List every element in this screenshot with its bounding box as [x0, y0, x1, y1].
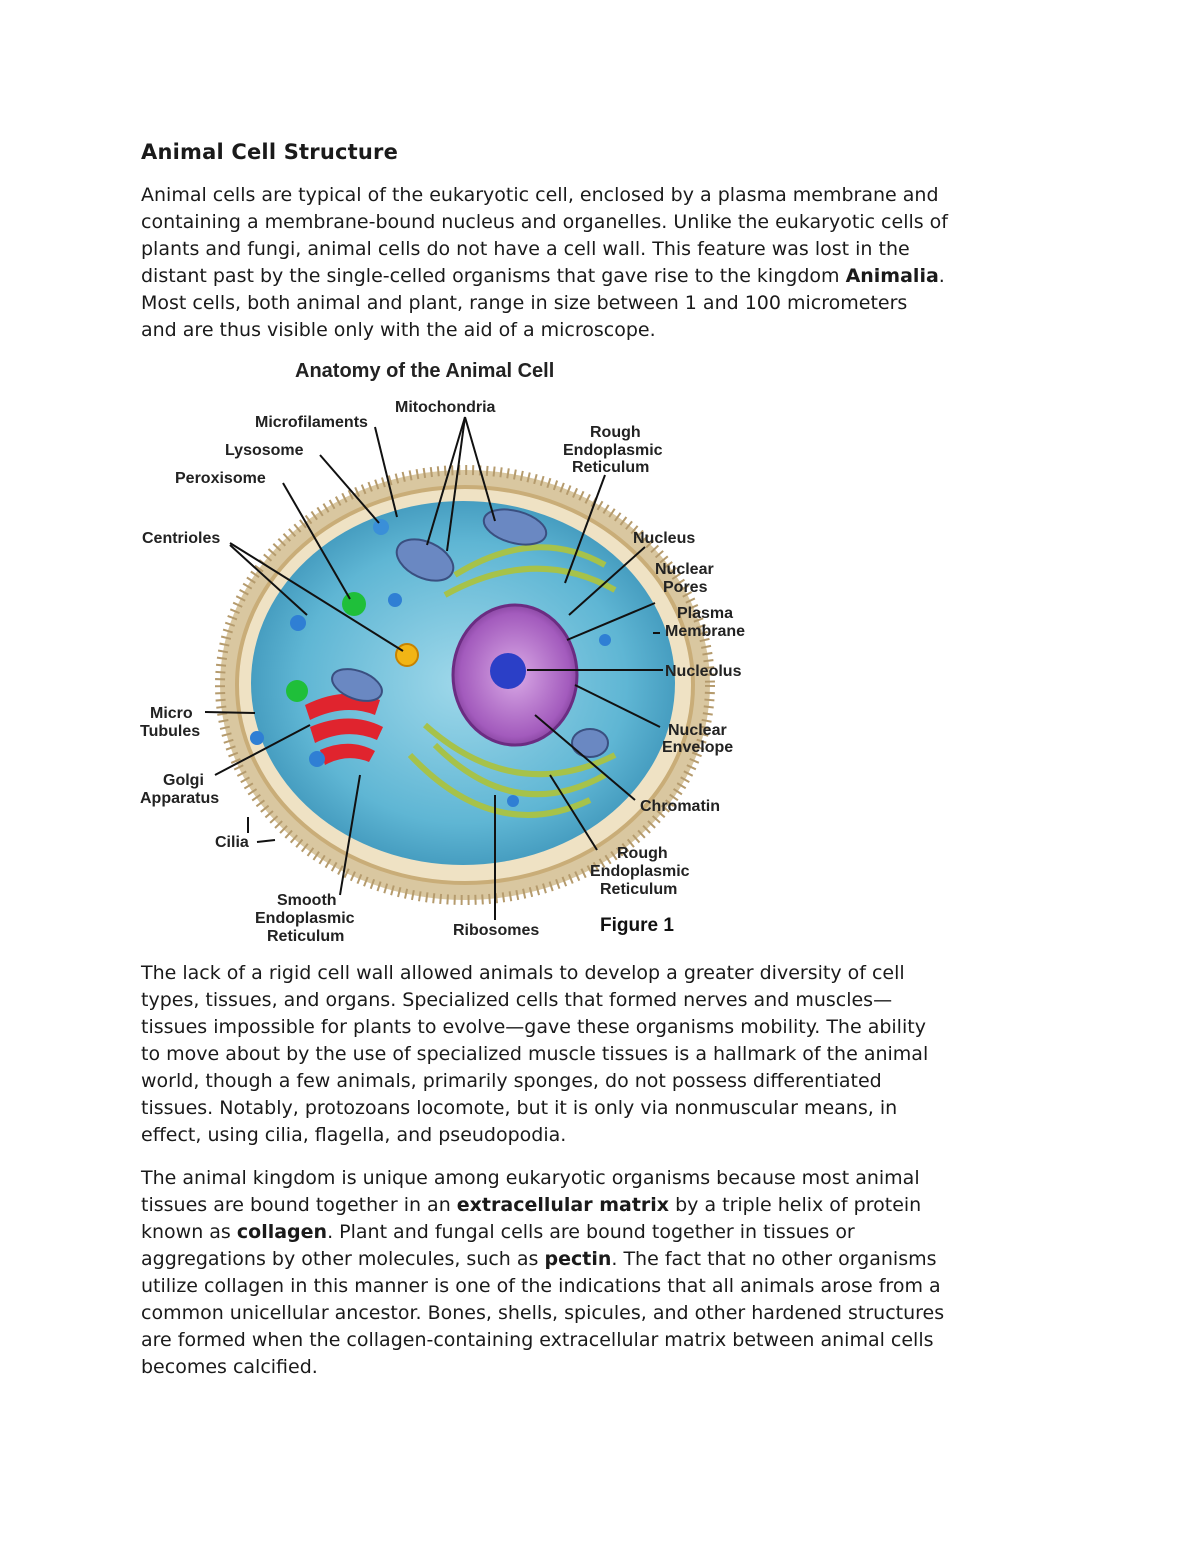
label-mitochondria: Mitochondria [395, 399, 496, 416]
text-line [141, 1219, 1071, 1246]
label-micro-tubules: Micro [150, 705, 193, 722]
text-line [141, 1246, 1071, 1273]
paragraph-diversity [141, 960, 1071, 1149]
term-collagen: collagen [236, 1221, 328, 1243]
text-run: distant past by the single-celled organisms that gave rise to the kingdom [141, 265, 846, 287]
text-line: to move about by the use of specialized muscle tissues is a hallmark of the animal [141, 1043, 929, 1065]
label-plasma-membrane: Membrane [665, 623, 746, 640]
label-rough-er-top: Endoplasmic [563, 442, 663, 459]
animal-cell-figure [135, 355, 775, 955]
label-nucleus: Nucleus [633, 530, 696, 547]
text-line [141, 263, 1071, 290]
paragraph-collagen [141, 1165, 1071, 1381]
label-microfilaments: Microfilaments [255, 414, 368, 431]
term-pectin: pectin [544, 1248, 612, 1270]
text-line: tissues impossible for plants to evolve—gave these organisms mobility. The ability [141, 1016, 926, 1038]
label-golgi: Apparatus [140, 790, 220, 807]
text-line: tissues. Notably, protozoans locomote, but it is only via nonmuscular means, in [141, 1097, 898, 1119]
label-rough-er-bottom: Endoplasmic [590, 863, 690, 880]
label-plasma-membrane: Plasma [677, 605, 734, 622]
label-nuclear-envelope: Envelope [662, 739, 734, 756]
label-smooth-er: Reticulum [267, 928, 345, 945]
figure-title: Anatomy of the Animal Cell [295, 360, 555, 382]
label-centrioles: Centrioles [142, 530, 221, 547]
text-line: The lack of a rigid cell wall allowed animals to develop a greater diversity of cell [141, 962, 905, 984]
term-animalia: Animalia [845, 265, 939, 287]
label-ribosomes: Ribosomes [453, 922, 540, 939]
text-line: becomes calcified. [141, 1356, 318, 1378]
label-smooth-er: Smooth [277, 892, 337, 909]
label-rough-er-top: Reticulum [572, 459, 650, 476]
text-line: are formed when the collagen-containing extracellular matrix between animal cells [141, 1329, 934, 1351]
figure-caption: Figure 1 [600, 915, 674, 936]
text-line: plants and fungi, animal cells do not have a cell wall. This feature was lost in the [141, 238, 910, 260]
text-line: containing a membrane-bound nucleus and organelles. Unlike the eukaryotic cells of [141, 211, 948, 233]
term-extracellular-matrix: extracellular matrix [456, 1194, 670, 1216]
text-run: tissues are bound together in an [141, 1194, 457, 1216]
text-run: . [938, 265, 945, 287]
nucleolus [490, 653, 526, 689]
label-nuclear-envelope: Nuclear [668, 722, 727, 739]
text-line: and are thus visible only with the aid of a microscope. [141, 319, 656, 341]
text-line: Most cells, both animal and plant, range in size between 1 and 100 micrometers [141, 292, 908, 314]
page-title: Animal Cell Structure [141, 140, 399, 164]
centriole [396, 644, 418, 666]
text-run: by a triple helix of protein [669, 1194, 922, 1216]
label-golgi: Golgi [163, 772, 204, 789]
text-line: common unicellular ancestor. Bones, shells, spicules, and other hardened structures [141, 1302, 945, 1324]
text-run: known as [141, 1221, 237, 1243]
text-line: Animal cells are typical of the eukaryotic cell, enclosed by a plasma membrane and [141, 184, 939, 206]
label-lysosome: Lysosome [225, 442, 304, 459]
animal-cell-diagram [135, 355, 775, 955]
label-micro-tubules: Tubules [140, 723, 201, 740]
text-line [141, 1192, 1071, 1219]
paragraph-intro [141, 182, 1071, 344]
label-nucleolus: Nucleolus [665, 663, 742, 680]
text-line: types, tissues, and organs. Specialized cells that formed nerves and muscles— [141, 989, 893, 1011]
label-rough-er-top: Rough [590, 424, 641, 441]
peroxisome [286, 680, 308, 702]
lysosome [373, 519, 389, 535]
label-rough-er-bottom: Rough [617, 845, 668, 862]
text-run: aggregations by other molecules, such as [141, 1248, 545, 1270]
text-line: world, though a few animals, primarily sponges, do not possess differentiated [141, 1070, 882, 1092]
label-rough-er-bottom: Reticulum [600, 881, 678, 898]
label-peroxisome: Peroxisome [175, 470, 266, 487]
label-cilia: Cilia [215, 834, 249, 851]
text-run: . The fact that no other organisms [611, 1248, 937, 1270]
text-line: effect, using cilia, flagella, and pseudopodia. [141, 1124, 567, 1146]
text-line: The animal kingdom is unique among eukaryotic organisms because most animal [141, 1167, 920, 1189]
label-nuclear-pores: Nuclear [655, 561, 714, 578]
text-run: . Plant and fungal cells are bound together in tissues or [327, 1221, 855, 1243]
label-chromatin: Chromatin [640, 798, 720, 815]
label-smooth-er: Endoplasmic [255, 910, 355, 927]
text-line: utilize collagen in this manner is one of the indications that all animals arose from a [141, 1275, 941, 1297]
label-nuclear-pores: Pores [663, 579, 708, 596]
peroxisome [342, 592, 366, 616]
